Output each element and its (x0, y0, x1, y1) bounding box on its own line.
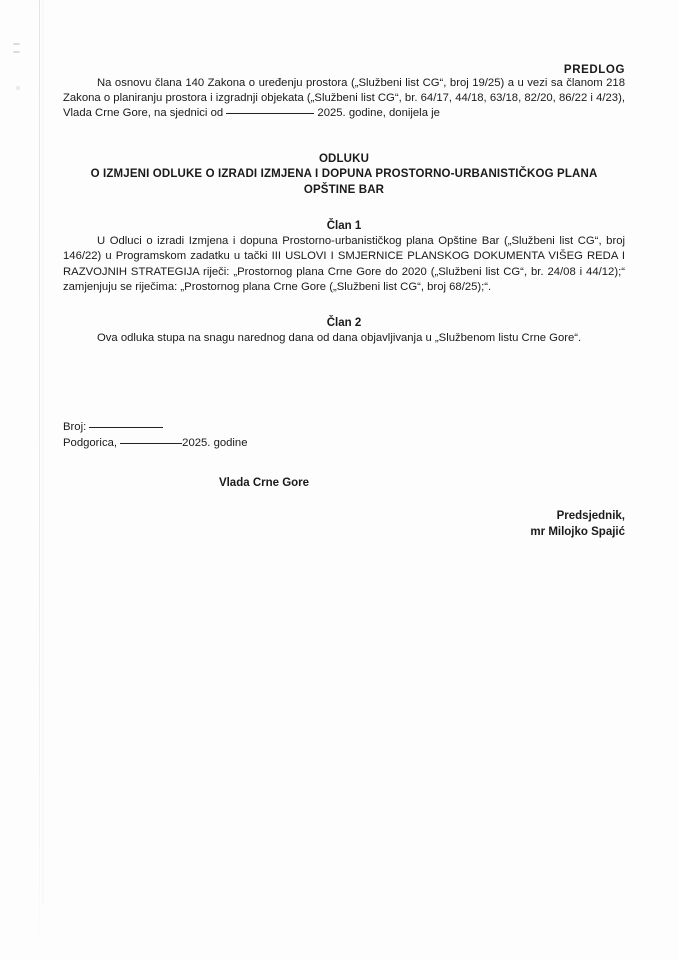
article-1-heading: Član 1 (326, 220, 362, 233)
document-content (63, 0, 625, 540)
broj-label: Broj: (63, 421, 87, 434)
signature-title: Predsjednik, (556, 510, 625, 523)
margin-smudge (16, 86, 20, 90)
broj-line (63, 420, 625, 436)
institution-name: Vlada Crne Gore (218, 477, 310, 490)
title-line-3: OPŠTINE BAR (303, 183, 385, 196)
article-2-text (63, 331, 625, 346)
intro-text-after-blank: 2025. godine, donijela je (314, 107, 440, 120)
place-date-line (63, 436, 625, 452)
document-title (63, 152, 625, 199)
article-2-body: Ova odluka stupa na snagu narednog dana od dana objavljivanja u „Službenom listu Crne Gore“. (97, 331, 582, 344)
article-1-body: U Odluci o izradi Izmjena i dopuna Prostorno-urbanističkog plana Opštine Bar („Službeni list CG“, broj 146/22) u Programskom zadatku u tački III USLOVI I SMJERNICE PLANSKOG DOKUMENTA VIŠEG REDA I RAZVOJNIH STRATEGIJA riječi: „Prostornog plana Crne Gore do 2020 („Službeni list CG“, br. 24/08 i 44/12);“ zamjenjuju se riječima: „Prostornog plana Crne Gore („Službeni list CG“, broj 68/25);“. (63, 235, 625, 293)
document-footer (63, 420, 625, 451)
intro-text-before-blank: Na osnovu člana 140 Zakona o uređenju prostora („Službeni list CG“, broj 19/25) a u vezi sa članom 218 Zakona o planiranju prostora i izgradnji objekata („Službeni list CG“, br. 64/17, 44/18, 63/18, 82/20, 86/22 i 4/23), Vlada Crne Gore, na sjednici od (63, 77, 625, 120)
article-2-heading: Član 2 (326, 316, 362, 329)
date-blank-field-footer[interactable] (120, 443, 182, 444)
signature-name: mr Milojko Spajić (530, 525, 625, 538)
margin-smudge (13, 51, 20, 53)
signature-block (63, 509, 625, 540)
title-line-1: ODLUKU (318, 152, 370, 165)
scan-edge-shadow (42, 0, 44, 905)
broj-blank-field[interactable] (89, 427, 163, 428)
document-header-label: PREDLOG (563, 64, 625, 76)
intro-paragraph (63, 76, 625, 122)
margin-smudge (13, 43, 20, 45)
city-label: Podgorica, (63, 436, 118, 449)
article-1-text (63, 234, 625, 295)
year-suffix: 2025. godine (182, 436, 248, 449)
scan-edge-line (39, 0, 40, 960)
date-blank-field[interactable] (226, 113, 314, 114)
title-line-2: O IZMJENI ODLUKE O IZRADI IZMJENA I DOPUNA PROSTORNO-URBANISTIČKOG PLANA (90, 168, 598, 181)
